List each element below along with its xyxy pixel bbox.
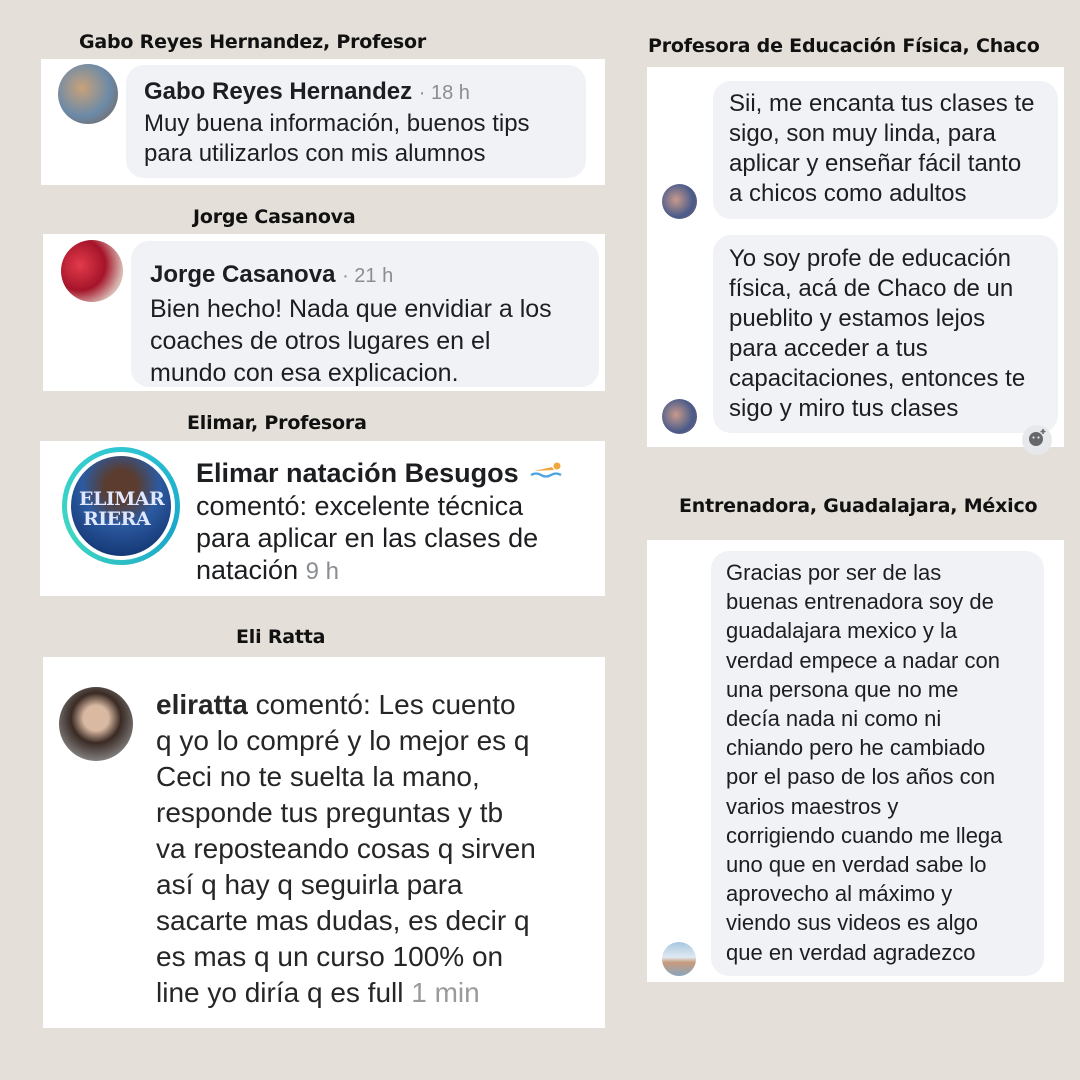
avatar[interactable] [61,240,123,302]
avatar[interactable] [662,942,696,976]
comment-line: es mas q un curso 100% on [156,941,504,972]
avatar[interactable] [662,184,697,219]
avatar-text: ELIMAR [79,488,165,510]
message-line: sigo, son muy linda, para [729,120,996,147]
comment-card-chaco [647,67,1064,447]
message-line: física, acá de Chaco de un [729,275,1014,302]
message-line: por el paso de los años con [726,764,996,790]
comment-line: para utilizarlos con mis alumnos [144,140,486,167]
timestamp[interactable]: · 21 h [342,265,394,287]
commenter-name[interactable]: Elimar natación Besugos [196,458,519,488]
comment-line: comentó: Les cuento [247,689,516,720]
comment-line: mundo con esa explicacion. [150,359,459,387]
avatar[interactable] [59,687,133,761]
comment-line: q yo lo compré y lo mejor es q [156,725,530,756]
comment-card-jorge [43,234,605,391]
comment-bubble [126,65,586,178]
comment-card-elimar [40,441,605,596]
commenter-name[interactable]: eliratta [156,689,248,720]
message-bubble [713,81,1058,219]
message-line: chiando pero he cambiado [726,735,986,761]
message-line: uno que en verdad sabe lo [726,852,987,878]
message-line: verdad empece a nadar con [726,647,1000,673]
timestamp[interactable]: 1 min [411,977,480,1008]
avatar[interactable] [662,399,697,434]
message-line: guadalajara mexico y la [726,618,958,644]
comment-line: responde tus preguntas y tb [156,797,504,828]
message-line: una persona que no me [726,676,959,702]
message-line: pueblito y estamos lejos [729,305,986,332]
section-title-elimar: Elimar, Profesora [187,412,367,434]
comment-line: line yo diría q es full [156,977,404,1008]
message-line: buenas entrenadora soy de [726,589,994,615]
comment-line: Bien hecho! Nada que envidiar a los [150,295,552,323]
section-title-eli: Eli Ratta [236,626,326,648]
message-line: Yo soy profe de educación [729,245,1011,272]
add-reaction-icon[interactable] [1022,425,1052,455]
comment-line: va reposteando cosas q sirven [156,833,536,864]
message-bubble [711,551,1044,976]
avatar-text: RIERA [83,508,151,530]
comment-line: para aplicar en las clases de [196,523,539,553]
comment-line: sacarte mas dudas, es decir q [156,905,530,936]
message-line: que en verdad agradezco [726,939,976,965]
section-title-mexico: Entrenadora, Guadalajara, México [679,495,1038,517]
message-line: aprovecho al máximo y [726,881,953,907]
avatar[interactable] [58,64,118,124]
comment-card-gabo [41,59,605,185]
comment-line: coaches de otros lugares en el [150,327,491,355]
message-line: a chicos como adultos [729,180,967,207]
message-line: para acceder a tus [729,335,928,362]
section-title-chaco: Profesora de Educación Física, Chaco [648,35,1040,57]
message-line: aplicar y enseñar fácil tanto [729,150,1022,177]
message-line: decía nada ni como ni [726,706,942,732]
swimmer-icon [530,454,560,470]
timestamp[interactable]: 9 h [305,558,339,585]
message-line: capacitaciones, entonces te [729,365,1026,392]
comment-line: así q hay q seguirla para [156,869,463,900]
comment-bubble [131,241,599,387]
message-line: corrigiendo cuando me llega [726,822,1003,848]
message-line: Gracias por ser de las [726,560,942,585]
comment-card-mexico [647,540,1064,982]
commenter-name[interactable]: Gabo Reyes Hernandez [144,78,413,105]
commenter-name[interactable]: Jorge Casanova [150,261,336,288]
message-line: Sii, me encanta tus clases te [729,90,1035,117]
section-title-gabo: Gabo Reyes Hernandez, Profesor [79,31,427,53]
message-line: viendo sus videos es algo [726,910,978,936]
comment-line: natación [196,555,299,585]
message-line: sigo y miro tus clases [729,395,959,422]
section-title-jorge: Jorge Casanova [193,206,356,228]
message-line: varios maestros y [726,793,899,819]
comment-line: comentó: excelente técnica [196,491,524,521]
comment-line: Ceci no te suelta la mano, [156,761,480,792]
avatar[interactable] [62,447,180,565]
timestamp[interactable]: · 18 h [418,82,470,104]
comment-card-eli [43,657,605,1028]
message-bubble [713,235,1058,433]
comment-line: Muy buena información, buenos tips [144,110,530,137]
